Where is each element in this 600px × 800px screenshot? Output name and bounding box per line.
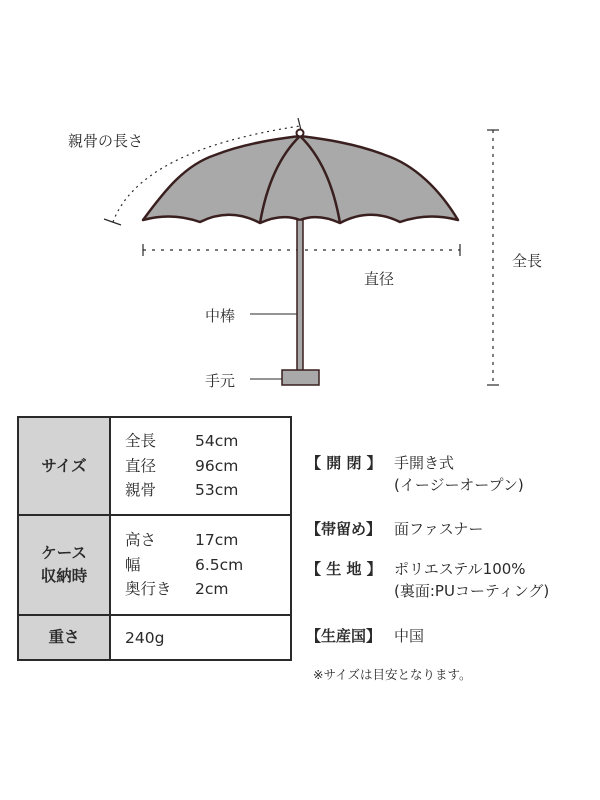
handle-label: 手元 xyxy=(205,372,236,390)
case-values xyxy=(110,515,291,615)
info-open-close: 【 開 閉 】 手開き式 (イージーオープン) xyxy=(306,454,524,494)
case-row-depth: 奥行き 2cm xyxy=(125,580,229,599)
spec-table xyxy=(17,416,292,661)
case-section xyxy=(18,515,291,615)
total-length-label: 全長 xyxy=(512,252,543,270)
diameter-label: 直径 xyxy=(364,270,395,288)
size-note: ※サイズは目安となります。 xyxy=(313,667,472,682)
info-origin: 【生産国】 中国 xyxy=(306,627,425,645)
weight-section xyxy=(18,615,291,660)
size-row-total: 全長 54cm xyxy=(125,432,239,451)
rib-length-label: 親骨の長さ xyxy=(68,132,144,150)
info-fabric: 【 生 地 】 ポリエステル100% (裏面:PUコーティング) xyxy=(306,560,550,600)
size-section xyxy=(18,417,291,515)
size-values xyxy=(110,417,291,515)
case-row-height: 高さ 17cm xyxy=(125,531,239,550)
info-strap: 【帯留め】 面ファスナー xyxy=(306,520,484,538)
size-row-diameter: 直径 96cm xyxy=(125,456,239,475)
size-row-rib: 親骨 53cm xyxy=(125,481,239,500)
shaft-label: 中棒 xyxy=(205,307,236,325)
weight-header: 重さ xyxy=(18,615,110,660)
case-row-width: 幅 6.5cm xyxy=(125,555,244,574)
weight-value: 240g xyxy=(125,628,165,647)
size-header: サイズ xyxy=(18,417,110,515)
case-header: ケース 収納時 xyxy=(18,515,110,615)
weight-value-cell xyxy=(110,615,291,660)
